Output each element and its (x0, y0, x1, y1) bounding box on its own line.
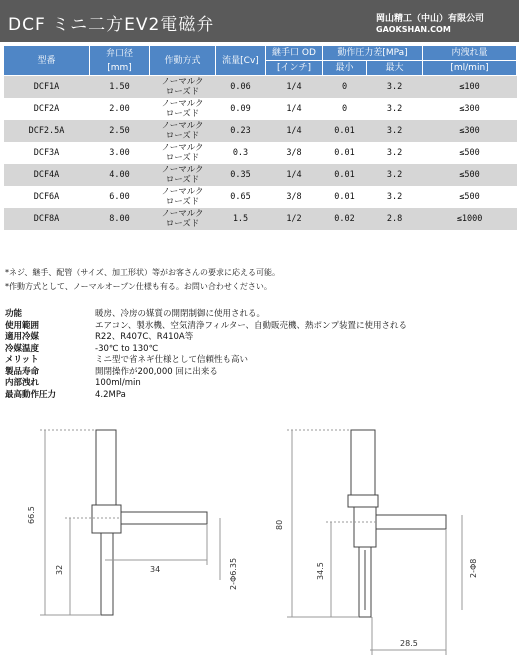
table-cell-flow: 0.06 (216, 76, 266, 99)
header-model: 型番 (4, 46, 90, 76)
table-cell-leak: ≤500 (423, 164, 517, 186)
table-cell-leak: ≤1000 (423, 208, 517, 230)
table-cell-model: DCF8A (4, 208, 90, 230)
note-line: *作動方式として、ノーマルオープン仕様も有る。お問い合わせください。 (5, 282, 272, 291)
table-cell-flow: 1.5 (216, 208, 266, 230)
drawing-right (287, 430, 462, 655)
table-cell-flow: 0.35 (216, 164, 266, 186)
header-pressure: 動作圧力差[MPa] (323, 46, 423, 61)
table-cell-leak: ≤500 (459, 148, 480, 158)
dim-right-lower: 34.5 (316, 562, 325, 580)
header-fitting: 継手口 OD (266, 46, 323, 61)
spec-row (5, 344, 407, 356)
table-cell-min: 0.02 (323, 208, 367, 230)
table-cell-fitting: 1/4 (266, 76, 323, 99)
table-row (4, 142, 517, 164)
header-fitting-unit: [インチ] (266, 61, 323, 76)
header-bar (0, 0, 519, 42)
table-cell-operation: ノーマルク ローズド (161, 99, 204, 119)
table-cell-max: 3.2 (367, 164, 423, 186)
table-row (4, 120, 517, 142)
table-cell-orifice: 3.00 (109, 148, 130, 158)
table-cell-orifice: 2.50 (90, 120, 150, 142)
table-cell-max: 2.8 (367, 208, 423, 230)
table-cell-max: 3.2 (386, 104, 403, 114)
table-cell-operation: ノーマルク ローズド (150, 164, 216, 186)
dim-right-tube: 2-Φ8 (469, 558, 478, 578)
header-orifice: 弁口径 [mm] (90, 46, 150, 76)
table-cell-leak: ≤300 (459, 104, 480, 114)
spec-row (5, 332, 407, 344)
spec-label: 使用範囲 (5, 320, 40, 331)
table-cell-flow: 0.09 (230, 104, 251, 114)
table-cell-model: DCF2A (33, 104, 60, 114)
table-cell-flow: 0.65 (230, 192, 251, 202)
table-cell-min: 0 (341, 104, 348, 114)
header-leak-unit: [ml/min] (423, 61, 517, 76)
table-cell-operation: ノーマルク ローズド (150, 208, 216, 230)
table-cell-fitting: 1/4 (266, 164, 323, 186)
spec-value: 100ml/min (95, 378, 141, 388)
table-cell-model: DCF4A (4, 164, 90, 186)
table-cell-orifice: 1.50 (90, 76, 150, 99)
spec-value: 暖房、冷房の媒質の開閉制御に使用される。 (95, 309, 266, 319)
table-cell-orifice: 8.00 (90, 208, 150, 230)
spec-label: 内部洩れ (5, 378, 40, 388)
table-cell-orifice: 6.00 (109, 192, 130, 202)
spec-value: 開閉操作が200,000 回に出来る (95, 366, 218, 377)
table-cell-leak: ≤300 (423, 120, 517, 142)
spec-label: 功能 (5, 309, 23, 319)
table-cell-model: DCF1A (4, 76, 90, 99)
spec-label: メリット (5, 355, 39, 365)
spec-row (5, 309, 407, 321)
table-cell-leak: ≤100 (423, 76, 517, 99)
table-cell-fitting: 1/4 (266, 120, 323, 142)
table-cell-max: 3.2 (386, 192, 403, 202)
spec-label: 冷媒温度 (5, 343, 40, 354)
table-row (4, 208, 517, 230)
table-cell-min: 0 (323, 76, 367, 99)
dim-left-tube: 2-Φ6.35 (229, 557, 238, 590)
spec-value: 4.2MPa (95, 389, 126, 400)
header-leak: 内洩れ量 (423, 46, 517, 61)
header-flow: 流量[Cv] (216, 46, 266, 76)
page-title: DCF ミニ二方EV2電磁弁 (8, 15, 215, 35)
dim-left-lower: 32 (55, 564, 64, 575)
table-cell-fitting: 1/2 (266, 208, 323, 230)
table-row (4, 164, 517, 186)
table-cell-min: 0.01 (323, 120, 367, 142)
spec-value: R22、R407C、R410A等 (95, 332, 194, 342)
table-cell-orifice: 4.00 (90, 164, 150, 186)
spec-value: ミニ型で省ネギ仕様として信頼性も高い (95, 355, 249, 365)
drawing-left (40, 430, 220, 615)
spec-label: 最高動作圧力 (5, 389, 57, 400)
spec-row (5, 390, 407, 402)
spec-value: エアコン、製氷機、空気清浄フィルター、自動販売機、熱ポンプ装置に使用される (95, 320, 408, 331)
table-cell-max: 3.2 (367, 120, 423, 142)
table-cell-fitting: 3/8 (286, 192, 302, 202)
company-domain: GAOKSHAN.COM (376, 25, 451, 34)
spec-row (5, 367, 407, 379)
table-cell-operation: ノーマルク ローズド (150, 76, 216, 99)
table-cell-flow: 0.23 (216, 120, 266, 142)
table-cell-operation: ノーマルク ローズド (161, 187, 204, 207)
table-cell-min: 0.01 (334, 148, 355, 158)
table-cell-leak: ≤500 (459, 192, 480, 202)
table-cell-min: 0.01 (323, 164, 367, 186)
dim-left-height: 66.5 (27, 506, 36, 524)
spec-label: 適用冷媒 (5, 332, 40, 342)
header-operation: 作動方式 (150, 46, 216, 76)
table-row (4, 186, 517, 208)
spec-table (3, 45, 517, 230)
table-cell-model: DCF2.5A (4, 120, 90, 142)
dim-left-branch: 34 (150, 565, 161, 574)
header-pressure-max: 最大 (367, 61, 423, 76)
dim-right-branch: 28.5 (400, 639, 418, 648)
note-line: *ネジ、継手、配管（サイズ、加工形状）等がお客さんの要求に応える可能。 (5, 268, 280, 277)
table-cell-orifice: 2.00 (109, 104, 130, 114)
spec-row (5, 321, 407, 333)
spec-label: 製品寿命 (5, 366, 40, 377)
table-cell-operation: ノーマルク ローズド (150, 120, 216, 142)
header-pressure-min: 最小 (323, 61, 367, 76)
table-row (4, 98, 517, 120)
dim-right-height: 80 (275, 519, 284, 530)
spec-value: -30℃ to 130℃ (95, 343, 159, 354)
table-cell-max: 3.2 (367, 76, 423, 99)
notes (5, 266, 280, 294)
table-cell-model: DCF3A (33, 148, 60, 158)
table-cell-max: 3.2 (386, 148, 403, 158)
table-row (4, 76, 517, 99)
technical-drawing (0, 420, 519, 662)
company-name: 岡山精工（中山）有限公司 (376, 14, 485, 24)
table-cell-operation: ノーマルク ローズド (161, 143, 204, 163)
spec-row (5, 355, 407, 367)
table-cell-fitting: 3/8 (286, 148, 302, 158)
spec-row (5, 378, 407, 390)
spec-list (5, 309, 407, 401)
table-cell-min: 0.01 (334, 192, 355, 202)
table-cell-model: DCF6A (33, 192, 60, 202)
table-cell-flow: 0.3 (232, 148, 249, 158)
table-cell-fitting: 1/4 (286, 104, 302, 114)
